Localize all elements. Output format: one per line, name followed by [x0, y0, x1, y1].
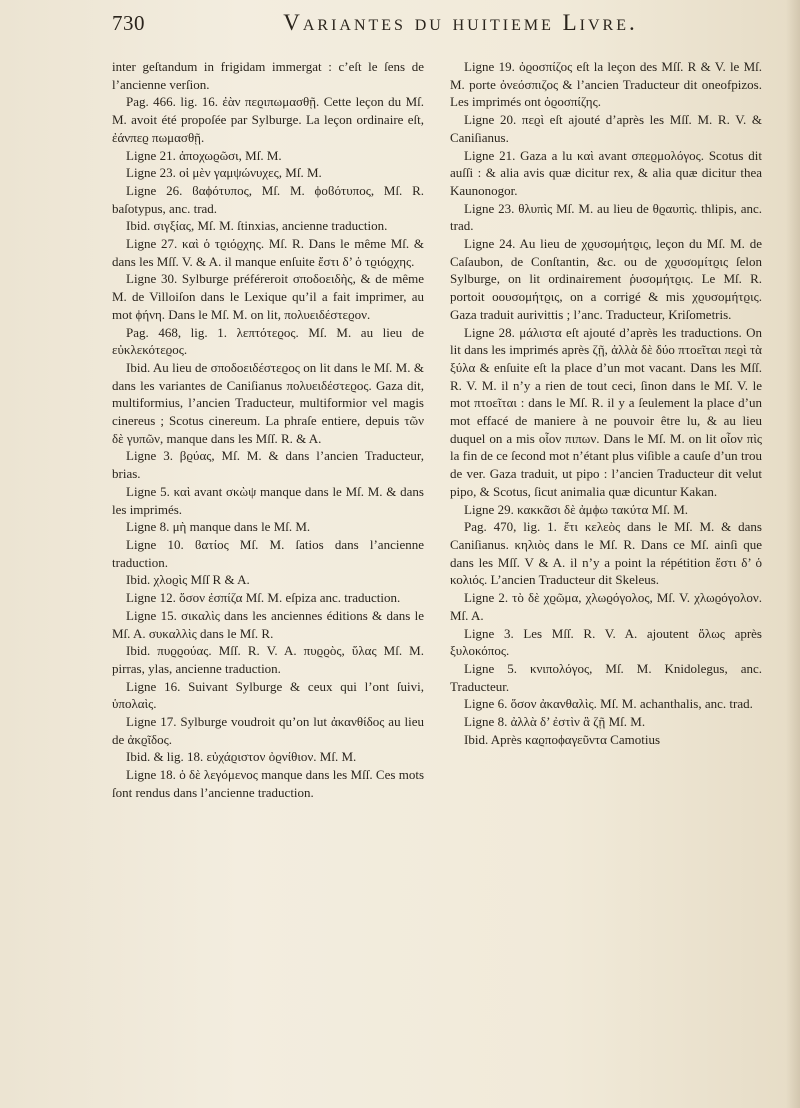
variant-note: Ligne 24. Au lieu de χϱυσομήτϱις, leçon du Mſ. M. de Caſaubon, de Conſtantin, &c. ou de χϱυσομίτϱις ſelon Sylburge, on lit ordinairement ῥυσομήτϱις. Le Mſ. R. portoit οουσομήτϱις, on a corrigé & mis χϱυσομήτϱις. Gaza traduit aurivittis ; l’anc. Traducteur, Kriſometris.: [450, 236, 762, 322]
variant-note: Ligne 15. σικαλὶς dans les anciennes éditions & dans le Mſ. A. συκαλλὶς dans le Mſ. R.: [112, 607, 424, 641]
variant-note: Ibid. σιγξίας, Mſ. M. ſtinxias, ancienne traduction.: [126, 218, 388, 234]
left-column: [112, 58, 424, 1098]
variant-note: Ligne 23. οἱ μὲν γαμψώνυχες, Mſ. M.: [126, 165, 322, 181]
variant-note: Ligne 16. Suivant Sylburge & ceux qui l’ont ſuivi, ὑπολαὶς.: [112, 678, 424, 712]
variant-note: Pag. 466. lig. 16. ἐὰν πεϱιπωμασθῇ. Cette leçon du Mſ. M. avoit été propoſée par Sylburge. La leçon ordinaire eſt, ἐάνπεϱ πωμασθῇ.: [112, 94, 424, 145]
variant-note: Ligne 5. κνιπολόγος, Mſ. M. Knidolegus, anc. Traducteur.: [450, 660, 762, 694]
variant-note: Ibid. Au lieu de σποδοειδέστεϱος on lit dans le Mſ. M. & dans les variantes de Caniſianus πολυειδέστεϱος. Gaza dit, multiformius, l’ancien Traducteur, multiformior vel magis cinereus ; Scotus cinereum. La phraſe entiere, depuis τῶν δὲ γυπῶν, manque dans les Mſſ. R. & A.: [112, 359, 424, 446]
page-edge-shadow: [786, 0, 800, 1108]
variant-note: Ligne 5. καὶ avant σκὼψ manque dans le Mſ. M. & dans les imprimés.: [112, 483, 424, 517]
variant-note: Ligne 19. ὀϱοσπίζος eſt la leçon des Mſſ. R & V. le Mſ. M. porte ὀνεόσπιζος & l’ancien Traducteur dit oneofpizos. Les imprimés ont ὀϱοσπίζης.: [450, 59, 762, 110]
two-column-text: [112, 58, 762, 1098]
variant-note: Pag. 470, lig. 1. ἔτι κελεὸς dans le Mſ. M. & dans Caniſianus. κηλιὸς dans le Mſ. R. Dans ce Mſ. ainſi que dans les Mſſ. V & A. il n’y a point la répétition ἔστι δ’ ὁ κολιός. L’ancien Traducteur dit Skeleus.: [450, 519, 762, 588]
variant-note: inter geſtandum in frigidam immergat : c’eſt le ſens de l’ancienne verſion.: [112, 59, 424, 92]
variant-note: Ligne 20. πεϱὶ eſt ajouté d’après les Mſſ. M. R. V. & Caniſianus.: [450, 112, 762, 145]
page-number: 730: [112, 11, 145, 35]
right-column: [450, 58, 762, 1098]
variant-note: Ligne 27. καὶ ὁ τϱιόϱχης. Mſ. R. Dans le même Mſ. & dans les Mſſ. V. & A. il manque enſuite ἔστι δ’ ὁ τϱιόϱχης.: [112, 236, 424, 269]
variant-note: Ligne 30. Sylburge préféreroit σποδοειδὴς, & de même M. de Villoiſon dans le Lexique qu’il a fait imprimer, au mot ϕήνη. Dans le Mſ. M. on lit, πολυειδέστεϱον.: [112, 271, 424, 322]
variant-note: Ibid. πυϱϱούας. Mſſ. R. V. A. πυϱϱὸς, ὕλας Mſ. M. pirras, ylas, ancienne traduction.: [112, 643, 424, 676]
running-title: Variantes du huitieme Livre.: [283, 10, 638, 35]
variant-note: Ligne 18. ὁ δὲ λεγόμενος manque dans les Mſſ. Ces mots ſont rendus dans l’ancienne traduction.: [112, 767, 424, 800]
running-header: [112, 10, 762, 50]
variant-note: Ligne 12. ὅσον ἐσπίζα Mſ. M. eſpiza anc. traduction.: [126, 590, 401, 606]
variant-note: Ibid. χλοϱὶς Mſſ R & A.: [126, 572, 250, 588]
variant-note: Ligne 17. Sylburge voudroit qu’on lut ἀκανθίδος au lieu de ἀκϱῖδος.: [112, 714, 424, 747]
variant-note: Ligne 28. μάλιστα eſt ajouté d’après les traductions. On lit dans les imprimés après ζῇ, ἀλλὰ δὲ δύο πτοεῖται πεϱὶ τὰ ξύλα & enſuite eſt la place d’un mot vacant. Dans les Mſſ. R. V. M. il n’y a rien de tout ceci, ſinon dans le Mſ. V. le mot πτοεῖται : dans le Mſ. R. il y a ſeulement la place d’un mot effacé de maniere à ne pouvoir être lu, & au lieu duquel on a mis οἷον πιπων. Dans le Mſ. M. on lit οἷον πὶς la fin de ce ſecond mot n’étant plus viſible a cauſe d’un trou de ver. Gaza traduit, ut pipo : l’ancien Traducteur dit velut pipo, & Scotus, ſicut animalia quæ dicuntur Kakan.: [450, 324, 762, 499]
variant-note: Ligne 26. ϐαϕότυπος, Mſ. M. ϕοϐότυπος, Mſ. R. baſotypus, anc. trad.: [112, 182, 424, 216]
variant-note: Ligne 23. θλυπὶς Mſ. M. au lieu de θϱαυπὶς. thlipis, anc. trad.: [450, 200, 762, 234]
variant-note: Ligne 3. Les Mſſ. R. V. A. ajoutent ὅλως après ξυλοκόπος.: [450, 625, 762, 659]
variant-note: Ibid. Après καϱποϕαγεῦντα Camotius: [464, 731, 661, 747]
variant-note: Pag. 468, lig. 1. λεπτότεϱος. Mſ. M. au lieu de εὐκλεκότεϱος.: [112, 324, 424, 358]
variant-note: Ligne 6. ὅσον ἀκανθαλὶς. Mſ. M. achanthalis, anc. trad.: [464, 696, 753, 712]
variant-note: Ligne 21. ἀποχωϱῶσι, Mſ. M.: [126, 147, 282, 163]
variant-note: Ibid. & lig. 18. εὐχάϱιστον ὀϱνίθιον. Mſ. M.: [126, 749, 357, 765]
variant-note: Ligne 29. κακκᾶσι δὲ ἀμϕω τακύτα Mſ. M.: [464, 501, 689, 517]
variant-note: Ligne 21. Gaza a lu καὶ avant σπεϱμολόγος. Scotus dit auſſi : & alia avis quæ dicitur rex, & alia quæ dicitur thea Kaunonogor.: [450, 147, 762, 198]
variant-note: Ligne 10. ϐατίος Mſ. M. ſatios dans l’ancienne traduction.: [112, 536, 424, 570]
variant-note: Ligne 3. βϱύας, Mſ. M. & dans l’ancien Traducteur, brias.: [112, 448, 424, 482]
variant-note: Ligne 2. τὸ δὲ χϱῶμα, χλωϱόγολος, Mſ. V. χλωϱόγολον. Mſ. A.: [450, 590, 762, 623]
variant-note: Ligne 8. μὴ manque dans le Mſ. M.: [126, 519, 311, 535]
variant-note: Ligne 8. ἀλλὰ δ’ ἐστὶν ἃ ζῇ Mſ. M.: [464, 714, 646, 730]
